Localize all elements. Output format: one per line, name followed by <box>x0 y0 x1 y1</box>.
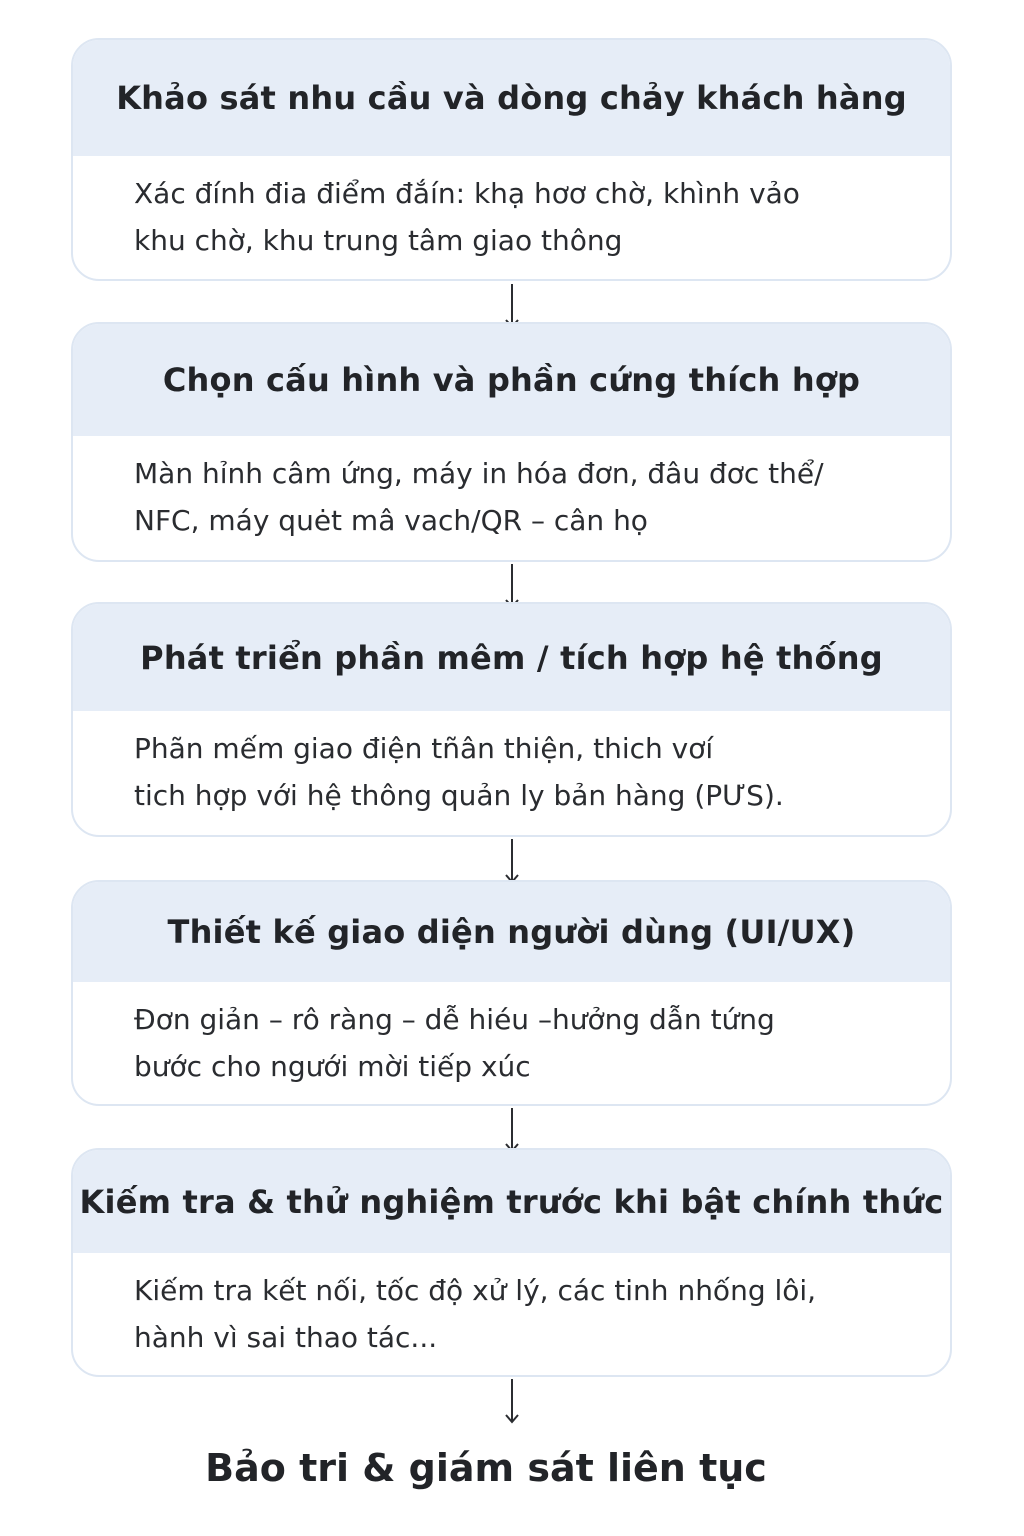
step-description-line: NFC, máy quėt mâ vach/QR – cân họ <box>134 504 648 537</box>
step-title: Khảo sát nhu cầu và dòng chảy khách hàng <box>73 40 950 156</box>
step-card-4 <box>71 880 952 1106</box>
step-description <box>73 1253 950 1361</box>
step-description-line: Đơn giản – rô ràng – dễ hiéu –hưởng dẫn tứng <box>134 1003 775 1036</box>
step-card-5 <box>71 1148 952 1377</box>
step-description <box>73 711 950 819</box>
step-description-line: hành vì sai thao tác... <box>134 1321 438 1354</box>
step-title: Kiếm tra & thử nghiệm trước khi bật chính thức <box>73 1150 950 1253</box>
step-description-line: tich hợp với hệ thông quản ly bản hàng (PƯS). <box>134 779 784 812</box>
step-description-line: bước cho ngưới mời tiếp xúc <box>134 1050 531 1083</box>
step-description <box>73 982 950 1090</box>
step-description <box>73 156 950 264</box>
step-title: Thiết kế giao diện người dùng (UI/UX) <box>73 882 950 982</box>
step-description-line: khu chờ, khu trung tâm giao thông <box>134 224 623 257</box>
step-description-line: Màn hỉnh câm ứng, máy in hóa đơn, đâu đơc thể/ <box>134 457 824 490</box>
step-title: Chọn cấu hình và phần cứng thích hợp <box>73 324 950 436</box>
final-step-label: Bảo tri & giám sát liên tục <box>205 1446 767 1490</box>
step-description-line: Phãn mếm giao điện tñân thiện, thich vơí <box>134 732 714 765</box>
step-card-3 <box>71 602 952 837</box>
step-card-2 <box>71 322 952 562</box>
step-card-1 <box>71 38 952 281</box>
step-title: Phát triển phần mêm / tích hợp hệ thống <box>73 604 950 711</box>
step-description <box>73 436 950 544</box>
arrow-down-icon <box>504 839 520 885</box>
arrow-down-icon <box>504 1379 520 1425</box>
step-description-line: Xác đính đia điểm đắín: khạ hơơ chờ, khình vảo <box>134 177 800 210</box>
step-description-line: Kiếm tra kết nối, tốc độ xử lý, các tinh nhống lôi, <box>134 1274 817 1307</box>
